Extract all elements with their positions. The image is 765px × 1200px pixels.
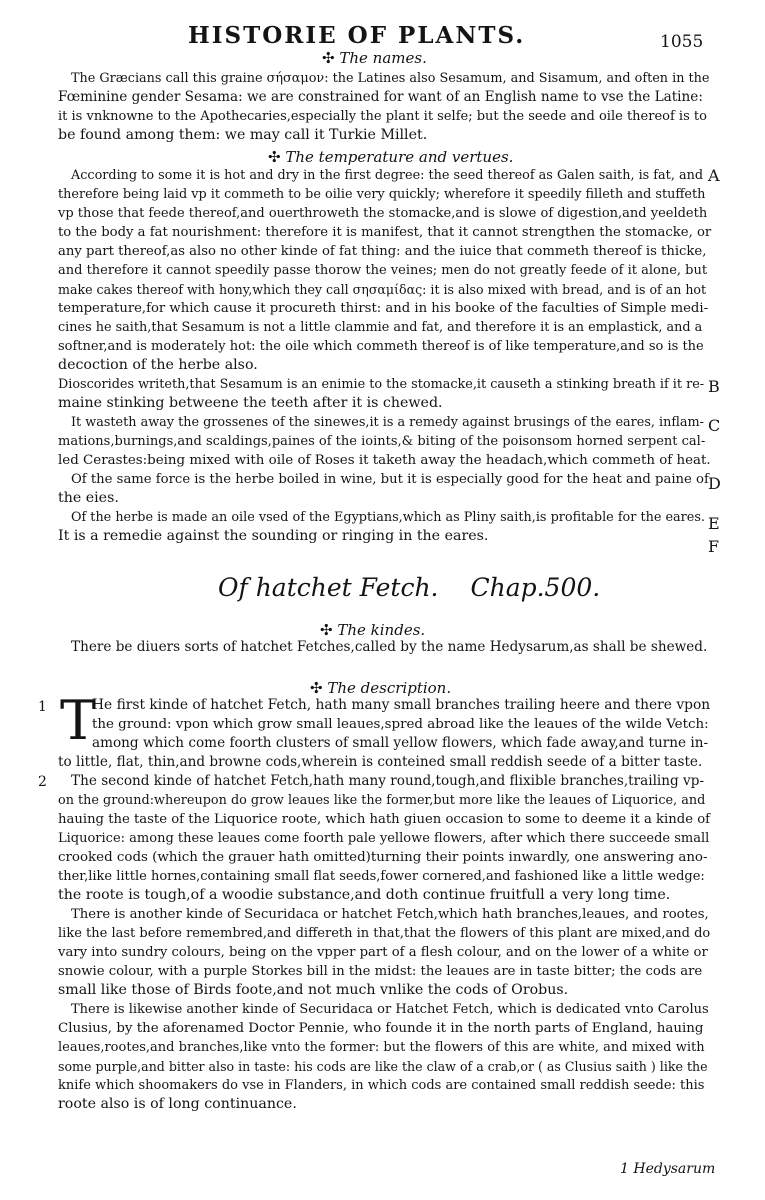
temperature-paragraphs [58,166,710,546]
kindes-paragraph [58,638,710,657]
text-line: Fœminine gender Sesama: we are constrained for want of an English name to vse the Latine: [58,89,703,105]
text-line: vp those that feede thereof,and ouerthroweth the stomacke,and is slowe of digestion,and yeeldeth [58,206,708,221]
text-line: leaues,rootes,and branches,like vnto the former: but the flowers of this are white, and mixed with [58,1040,705,1055]
text-line: Of the same force is the herbe boiled in wine, but it is especially good for the heat and paine of [71,472,709,487]
text-line: like the last before remembred,and differeth in that,that the flowers of this plant are mixed,and do [58,926,711,941]
page-number: 1055 [660,32,704,52]
text-line: decoction of the herbe also. [58,357,258,373]
margin-letter-a: A [708,166,720,185]
text-line: it is vnknowne to the Apothecaries,especially the plant it selfe; but the seede and oile thereof is to [58,109,707,124]
names-paragraph [58,69,710,145]
chapter-number: Chap.500. [470,573,601,602]
catchword: 1 Hedysarum [620,1161,716,1177]
text-line: Liquorice: among these leaues come foorth pale yellowe flowers, after which there succeede small [58,831,710,846]
section-heading-temperature [268,149,513,165]
drop-cap: T [60,689,97,752]
text-line: and therefore it cannot speedily passe thorow the veines; men do not greatly feede of it alone, but [58,263,708,278]
text-line: among which come foorth clusters of small yellow flowers, which fade away,and turne in- [92,735,709,751]
text-line: any part thereof,as also no other kinde of fat thing: and the iuice that commeth thereof is thicke, [58,244,707,259]
text-line: cines he saith,that Sesamum is not a little clammie and fat, and therefore it is an emplastick, and a [58,320,703,335]
text-line: There be diuers sorts of hatchet Fetches,called by the name Hedysarum,as shall be shewed. [71,639,708,655]
section-heading-names [322,50,427,66]
text-line: small like those of Birds foote,and not much vnlike the cods of Orobus. [58,982,569,998]
description-first-paragraph [92,696,710,753]
text-line: There is likewise another kinde of Securidaca or Hatchet Fetch, which is dedicated vnto Carolus [71,1002,709,1017]
text-line: Clusius, by the aforenamed Doctor Pennie, who founde it in the north parts of England, hauing [58,1021,704,1036]
text-line: the ground: vpon which grow small leaues,spred abroad like the leaues of the wilde Vetch: [92,717,709,732]
text-line: There is another kinde of Securidaca or hatchet Fetch,which hath branches,leaues, and rootes, [71,907,709,922]
text-line: roote also is of long continuance. [58,1096,297,1112]
text-line: The Græcians call this graine σήσαμον: the Latines also Sesamum, and Sisamum, and often in the [71,71,710,86]
text-line: to little, flat, thin,and browne cods,wherein is conteined small reddish seede of a bitter taste. [58,754,703,770]
text-line: Of the herbe is made an oile vsed of the Egyptians,which as Pliny saith,is profitable for the eares. [71,510,705,525]
list-number-1: 1 [38,699,47,715]
margin-letter-c: C [708,416,721,435]
text-line: hauing the taste of the Liquorice roote, which hath giuen occasion to some to deeme it a kinde of [58,812,711,827]
fleuron-icon: ✣ [310,679,323,697]
text-line: temperature,for which cause it procureth thirst: and in his booke of the faculties of Simple medi- [58,301,709,316]
text-line: therefore being laid vp it commeth to be oilie very quickly; wherefore it speedily filleth and stuffeth [58,187,706,202]
text-line: vary into sundry colours, being on the vpper part of a flesh colour, and on the lower of a white or [58,945,708,960]
fleuron-icon: ✣ [268,148,281,166]
text-line: led Cerastes:being mixed with oile of Roses it taketh away the headach,which commeth of heat. [58,453,711,468]
section-heading-text: The description. [327,679,452,697]
chapter-title [218,573,600,602]
fleuron-icon: ✣ [322,49,335,67]
margin-letter-b: B [708,377,720,396]
text-line: maine stinking betweene the teeth after it is chewed. [58,395,443,411]
running-header: HISTORIE OF PLANTS. [188,22,526,49]
text-line: snowie colour, with a purple Storkes bill in the midst: the leaues are in taste bitter; the cods are [58,964,703,979]
fleuron-icon: ✣ [320,621,333,639]
text-line: be found among them: we may call it Turkie Millet. [58,127,428,143]
section-heading-text: The names. [339,49,427,67]
text-line: The second kinde of hatchet Fetch,hath many round,tough,and flixible branches,trailing vp- [71,773,705,789]
text-line: mations,burnings,and scaldings,paines of the ioints,& biting of the poisonsom horned serpent cal- [58,434,706,449]
text-line: crooked cods (which the grauer hath omitted)turning their points inwardly, one answering ano- [58,850,708,865]
margin-letter-d: D [708,474,721,493]
text-line: to the body a fat nourishment: therefore it is manifest, that it cannot strengthen the stomacke, or [58,225,712,240]
margin-letter-f: F [708,537,720,556]
text-line: the roote is tough,of a woodie substance,and doth continue fruitfull a very long time. [58,887,671,903]
text-line: He first kinde of hatchet Fetch, hath many small branches trailing heere and there vpon [92,697,711,713]
text-line: softner,and is moderately hot: the oile which commeth thereof is of like temperature,and so is the [58,339,704,354]
description-first-paragraph-end [58,753,710,772]
list-number-2: 2 [38,774,47,790]
section-heading-text: The temperature and vertues. [285,148,514,166]
text-line: knife which shoomakers do vse in Flanders, in which cods are contained small reddish seede: this [58,1078,705,1093]
text-line: ther,like little hornes,containing small flat seeds,fower cornered,and fashioned like a little wedge: [58,869,705,884]
text-line: make cakes thereof with hony,which they call σησαμίδας: it is also mixed with bread, and is of an hot [58,282,707,297]
description-rest [58,772,710,1114]
text-line: According to some it is hot and dry in the first degree: the seed thereof as Galen saith, is fat, and [71,168,704,183]
section-heading-kindes [320,622,425,638]
text-line: on the ground:whereupon do grow leaues like the former,but more like the leaues of Liquorice, and [58,793,706,808]
text-line: the eies. [58,490,119,506]
text-line: some purple,and bitter also in taste: his cods are like the claw of a crab,or ( as Clusius saith ) like the [58,1059,708,1074]
text-line: It wasteth away the grossenes of the sinewes,it is a remedy against brusings of the eares, inflam- [71,415,705,430]
section-heading-description [310,680,451,696]
text-line: It is a remedie against the sounding or ringing in the eares. [58,528,489,544]
text-line: Dioscorides writeth,that Sesamum is an enimie to the stomacke,it causeth a stinking breath if it re- [58,377,705,392]
section-heading-text: The kindes. [337,621,426,639]
margin-letter-e: E [708,514,720,533]
chapter-name: Of hatchet Fetch. [218,573,439,602]
